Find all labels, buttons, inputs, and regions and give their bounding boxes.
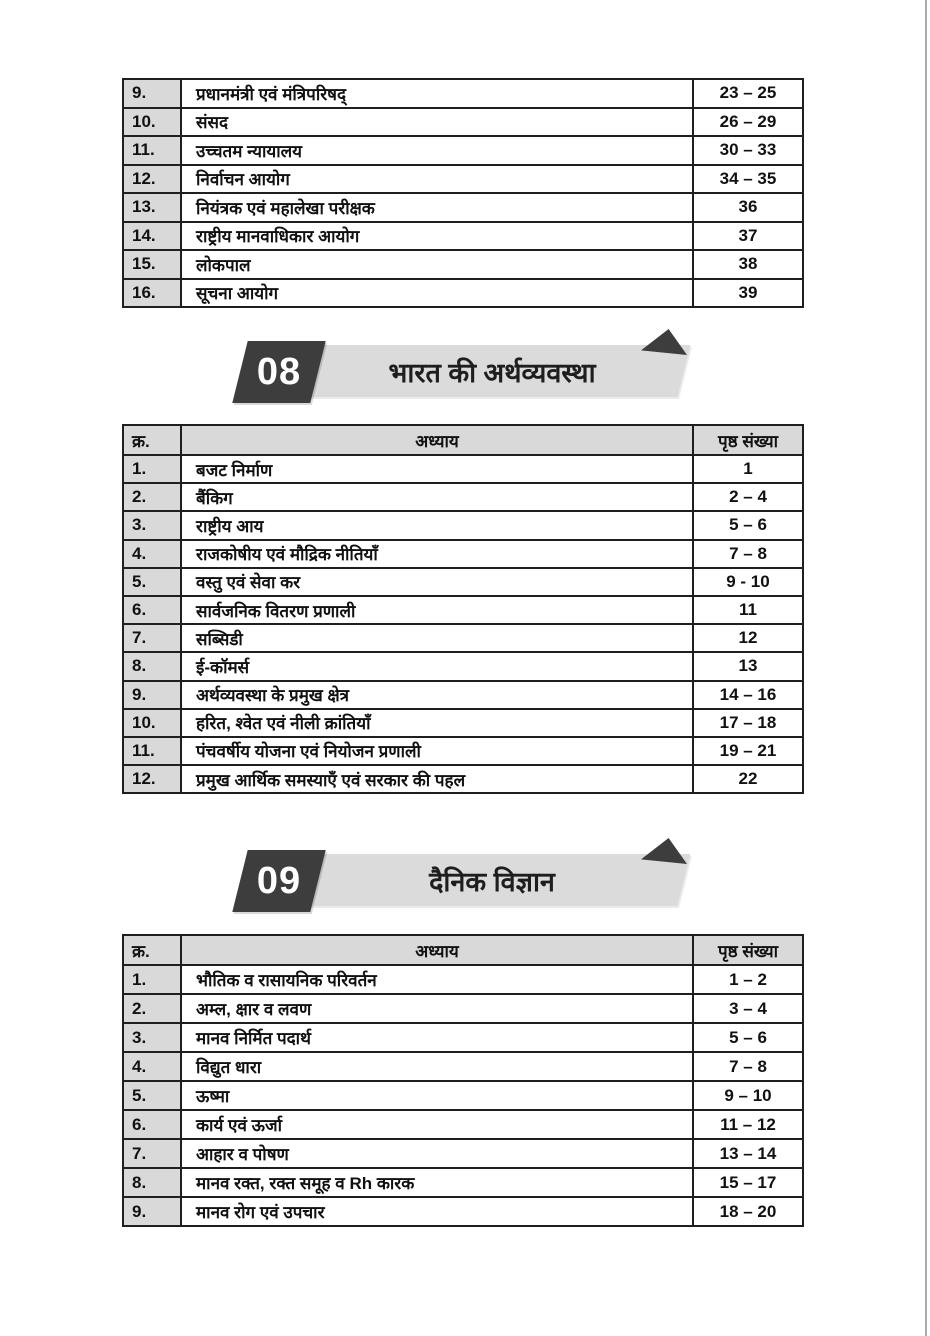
row-pages-cell: 15 – 17 (693, 1168, 803, 1197)
row-chapter-cell: पंचवर्षीय योजना एवं नियोजन प्रणाली (181, 737, 693, 765)
row-chapter-cell: संसद (181, 108, 693, 137)
row-number-cell: 5. (123, 568, 181, 596)
section-title: भारत की अर्थव्यवस्था (388, 357, 596, 388)
row-pages-cell: 3 – 4 (693, 994, 803, 1023)
row-pages-cell: 1 (693, 455, 803, 483)
row-pages-cell: 7 – 8 (693, 540, 803, 568)
table-row (123, 79, 803, 108)
table-row (123, 136, 803, 165)
row-chapter-cell: नियंत्रक एवं महालेखा परीक्षक (181, 193, 693, 222)
row-number-cell: 7. (123, 624, 181, 652)
row-pages-cell: 39 (693, 279, 803, 308)
row-number-cell: 3. (123, 1023, 181, 1052)
row-chapter-cell: बैंकिग (181, 483, 693, 511)
section-banner-science (122, 838, 802, 918)
row-chapter-cell: वस्तु एवं सेवा कर (181, 568, 693, 596)
row-chapter-cell: राष्ट्रीय आय (181, 511, 693, 539)
table-row (123, 193, 803, 222)
table-row (123, 765, 803, 793)
table-row (123, 455, 803, 483)
table-row (123, 681, 803, 709)
row-pages-cell: 18 – 20 (693, 1197, 803, 1226)
row-number-cell: 6. (123, 596, 181, 624)
header-pages: पृष्ठ संख्या (693, 935, 803, 965)
toc-table-science (122, 934, 804, 1227)
row-number-cell: 1. (123, 455, 181, 483)
row-number-cell: 4. (123, 540, 181, 568)
table-row (123, 568, 803, 596)
row-number-cell: 15. (123, 250, 181, 279)
row-pages-cell: 30 – 33 (693, 136, 803, 165)
table-row (123, 540, 803, 568)
table-row (123, 108, 803, 137)
row-pages-cell: 17 – 18 (693, 709, 803, 737)
row-pages-cell: 37 (693, 222, 803, 251)
table-row (123, 652, 803, 680)
table-row (123, 1139, 803, 1168)
table-row (123, 511, 803, 539)
row-pages-cell: 7 – 8 (693, 1052, 803, 1081)
header-serial: क्र. (123, 425, 181, 455)
row-chapter-cell: हरित, श्वेत एवं नीली क्रांतियाँ (181, 709, 693, 737)
row-number-cell: 2. (123, 994, 181, 1023)
row-number-cell: 11. (123, 737, 181, 765)
row-pages-cell: 19 – 21 (693, 737, 803, 765)
table-row (123, 1023, 803, 1052)
row-chapter-cell: मानव रोग एवं उपचार (181, 1197, 693, 1226)
table-header-row (123, 425, 803, 455)
row-number-cell: 12. (123, 765, 181, 793)
row-number-cell: 8. (123, 1168, 181, 1197)
row-chapter-cell: बजट निर्माण (181, 455, 693, 483)
header-serial: क्र. (123, 935, 181, 965)
row-pages-cell: 2 – 4 (693, 483, 803, 511)
row-chapter-cell: सार्वजनिक वितरण प्रणाली (181, 596, 693, 624)
row-chapter-cell: उच्चतम न्यायालय (181, 136, 693, 165)
row-chapter-cell: अर्थव्यवस्था के प्रमुख क्षेत्र (181, 681, 693, 709)
row-pages-cell: 11 (693, 596, 803, 624)
row-number-cell: 5. (123, 1081, 181, 1110)
row-chapter-cell: भौतिक व रासायनिक परिवर्तन (181, 965, 693, 994)
row-chapter-cell: मानव निर्मित पदार्थ (181, 1023, 693, 1052)
table-row (123, 737, 803, 765)
row-chapter-cell: मानव रक्त, रक्त समूह व Rh कारक (181, 1168, 693, 1197)
table-header-row (123, 935, 803, 965)
table-row (123, 1110, 803, 1139)
row-pages-cell: 11 – 12 (693, 1110, 803, 1139)
table-row (123, 709, 803, 737)
row-pages-cell: 9 - 10 (693, 568, 803, 596)
table-row (123, 165, 803, 194)
row-pages-cell: 5 – 6 (693, 511, 803, 539)
row-number-cell: 7. (123, 1139, 181, 1168)
header-pages: पृष्ठ संख्या (693, 425, 803, 455)
header-chapter: अध्याय (181, 935, 693, 965)
row-chapter-cell: सब्सिडी (181, 624, 693, 652)
row-pages-cell: 13 (693, 652, 803, 680)
row-chapter-cell: आहार व पोषण (181, 1139, 693, 1168)
row-chapter-cell: निर्वाचन आयोग (181, 165, 693, 194)
row-number-cell: 14. (123, 222, 181, 251)
row-pages-cell: 36 (693, 193, 803, 222)
table-row (123, 222, 803, 251)
row-pages-cell: 9 – 10 (693, 1081, 803, 1110)
row-chapter-cell: राष्ट्रीय मानवाधिकार आयोग (181, 222, 693, 251)
row-number-cell: 16. (123, 279, 181, 308)
table-row (123, 1052, 803, 1081)
row-pages-cell: 26 – 29 (693, 108, 803, 137)
row-number-cell: 4. (123, 1052, 181, 1081)
row-chapter-cell: विद्युत धारा (181, 1052, 693, 1081)
row-chapter-cell: ऊष्मा (181, 1081, 693, 1110)
table-row (123, 1197, 803, 1226)
row-number-cell: 10. (123, 108, 181, 137)
row-pages-cell: 38 (693, 250, 803, 279)
header-chapter: अध्याय (181, 425, 693, 455)
section-number: 09 (256, 859, 302, 902)
row-number-cell: 9. (123, 79, 181, 108)
row-number-cell: 10. (123, 709, 181, 737)
row-number-cell: 8. (123, 652, 181, 680)
row-number-cell: 1. (123, 965, 181, 994)
section-number: 08 (256, 350, 302, 393)
row-number-cell: 13. (123, 193, 181, 222)
row-chapter-cell: लोकपाल (181, 250, 693, 279)
row-number-cell: 11. (123, 136, 181, 165)
row-chapter-cell: अम्ल, क्षार व लवण (181, 994, 693, 1023)
section-banner-economy (122, 329, 802, 409)
table-row (123, 624, 803, 652)
row-pages-cell: 14 – 16 (693, 681, 803, 709)
row-chapter-cell: प्रमुख आर्थिक समस्याएँ एवं सरकार की पहल (181, 765, 693, 793)
row-pages-cell: 34 – 35 (693, 165, 803, 194)
toc-table-polity-continued (122, 78, 804, 308)
row-number-cell: 12. (123, 165, 181, 194)
row-number-cell: 3. (123, 511, 181, 539)
row-pages-cell: 23 – 25 (693, 79, 803, 108)
page-scan-edge (925, 0, 927, 1336)
row-chapter-cell: ई-कॉमर्स (181, 652, 693, 680)
row-chapter-cell: कार्य एवं ऊर्जा (181, 1110, 693, 1139)
table-row (123, 994, 803, 1023)
row-pages-cell: 12 (693, 624, 803, 652)
row-number-cell: 9. (123, 681, 181, 709)
row-chapter-cell: प्रधानमंत्री एवं मंत्रिपरिषद् (181, 79, 693, 108)
table-row (123, 250, 803, 279)
row-number-cell: 2. (123, 483, 181, 511)
row-pages-cell: 22 (693, 765, 803, 793)
row-chapter-cell: सूचना आयोग (181, 279, 693, 308)
table-row (123, 279, 803, 308)
row-pages-cell: 13 – 14 (693, 1139, 803, 1168)
section-title: दैनिक विज्ञान (429, 866, 555, 897)
table-row (123, 1081, 803, 1110)
table-row (123, 483, 803, 511)
row-number-cell: 6. (123, 1110, 181, 1139)
table-row (123, 596, 803, 624)
row-pages-cell: 1 – 2 (693, 965, 803, 994)
row-chapter-cell: राजकोषीय एवं मौद्रिक नीतियाँ (181, 540, 693, 568)
row-number-cell: 9. (123, 1197, 181, 1226)
table-row (123, 1168, 803, 1197)
toc-table-economy (122, 424, 804, 794)
row-pages-cell: 5 – 6 (693, 1023, 803, 1052)
table-row (123, 965, 803, 994)
